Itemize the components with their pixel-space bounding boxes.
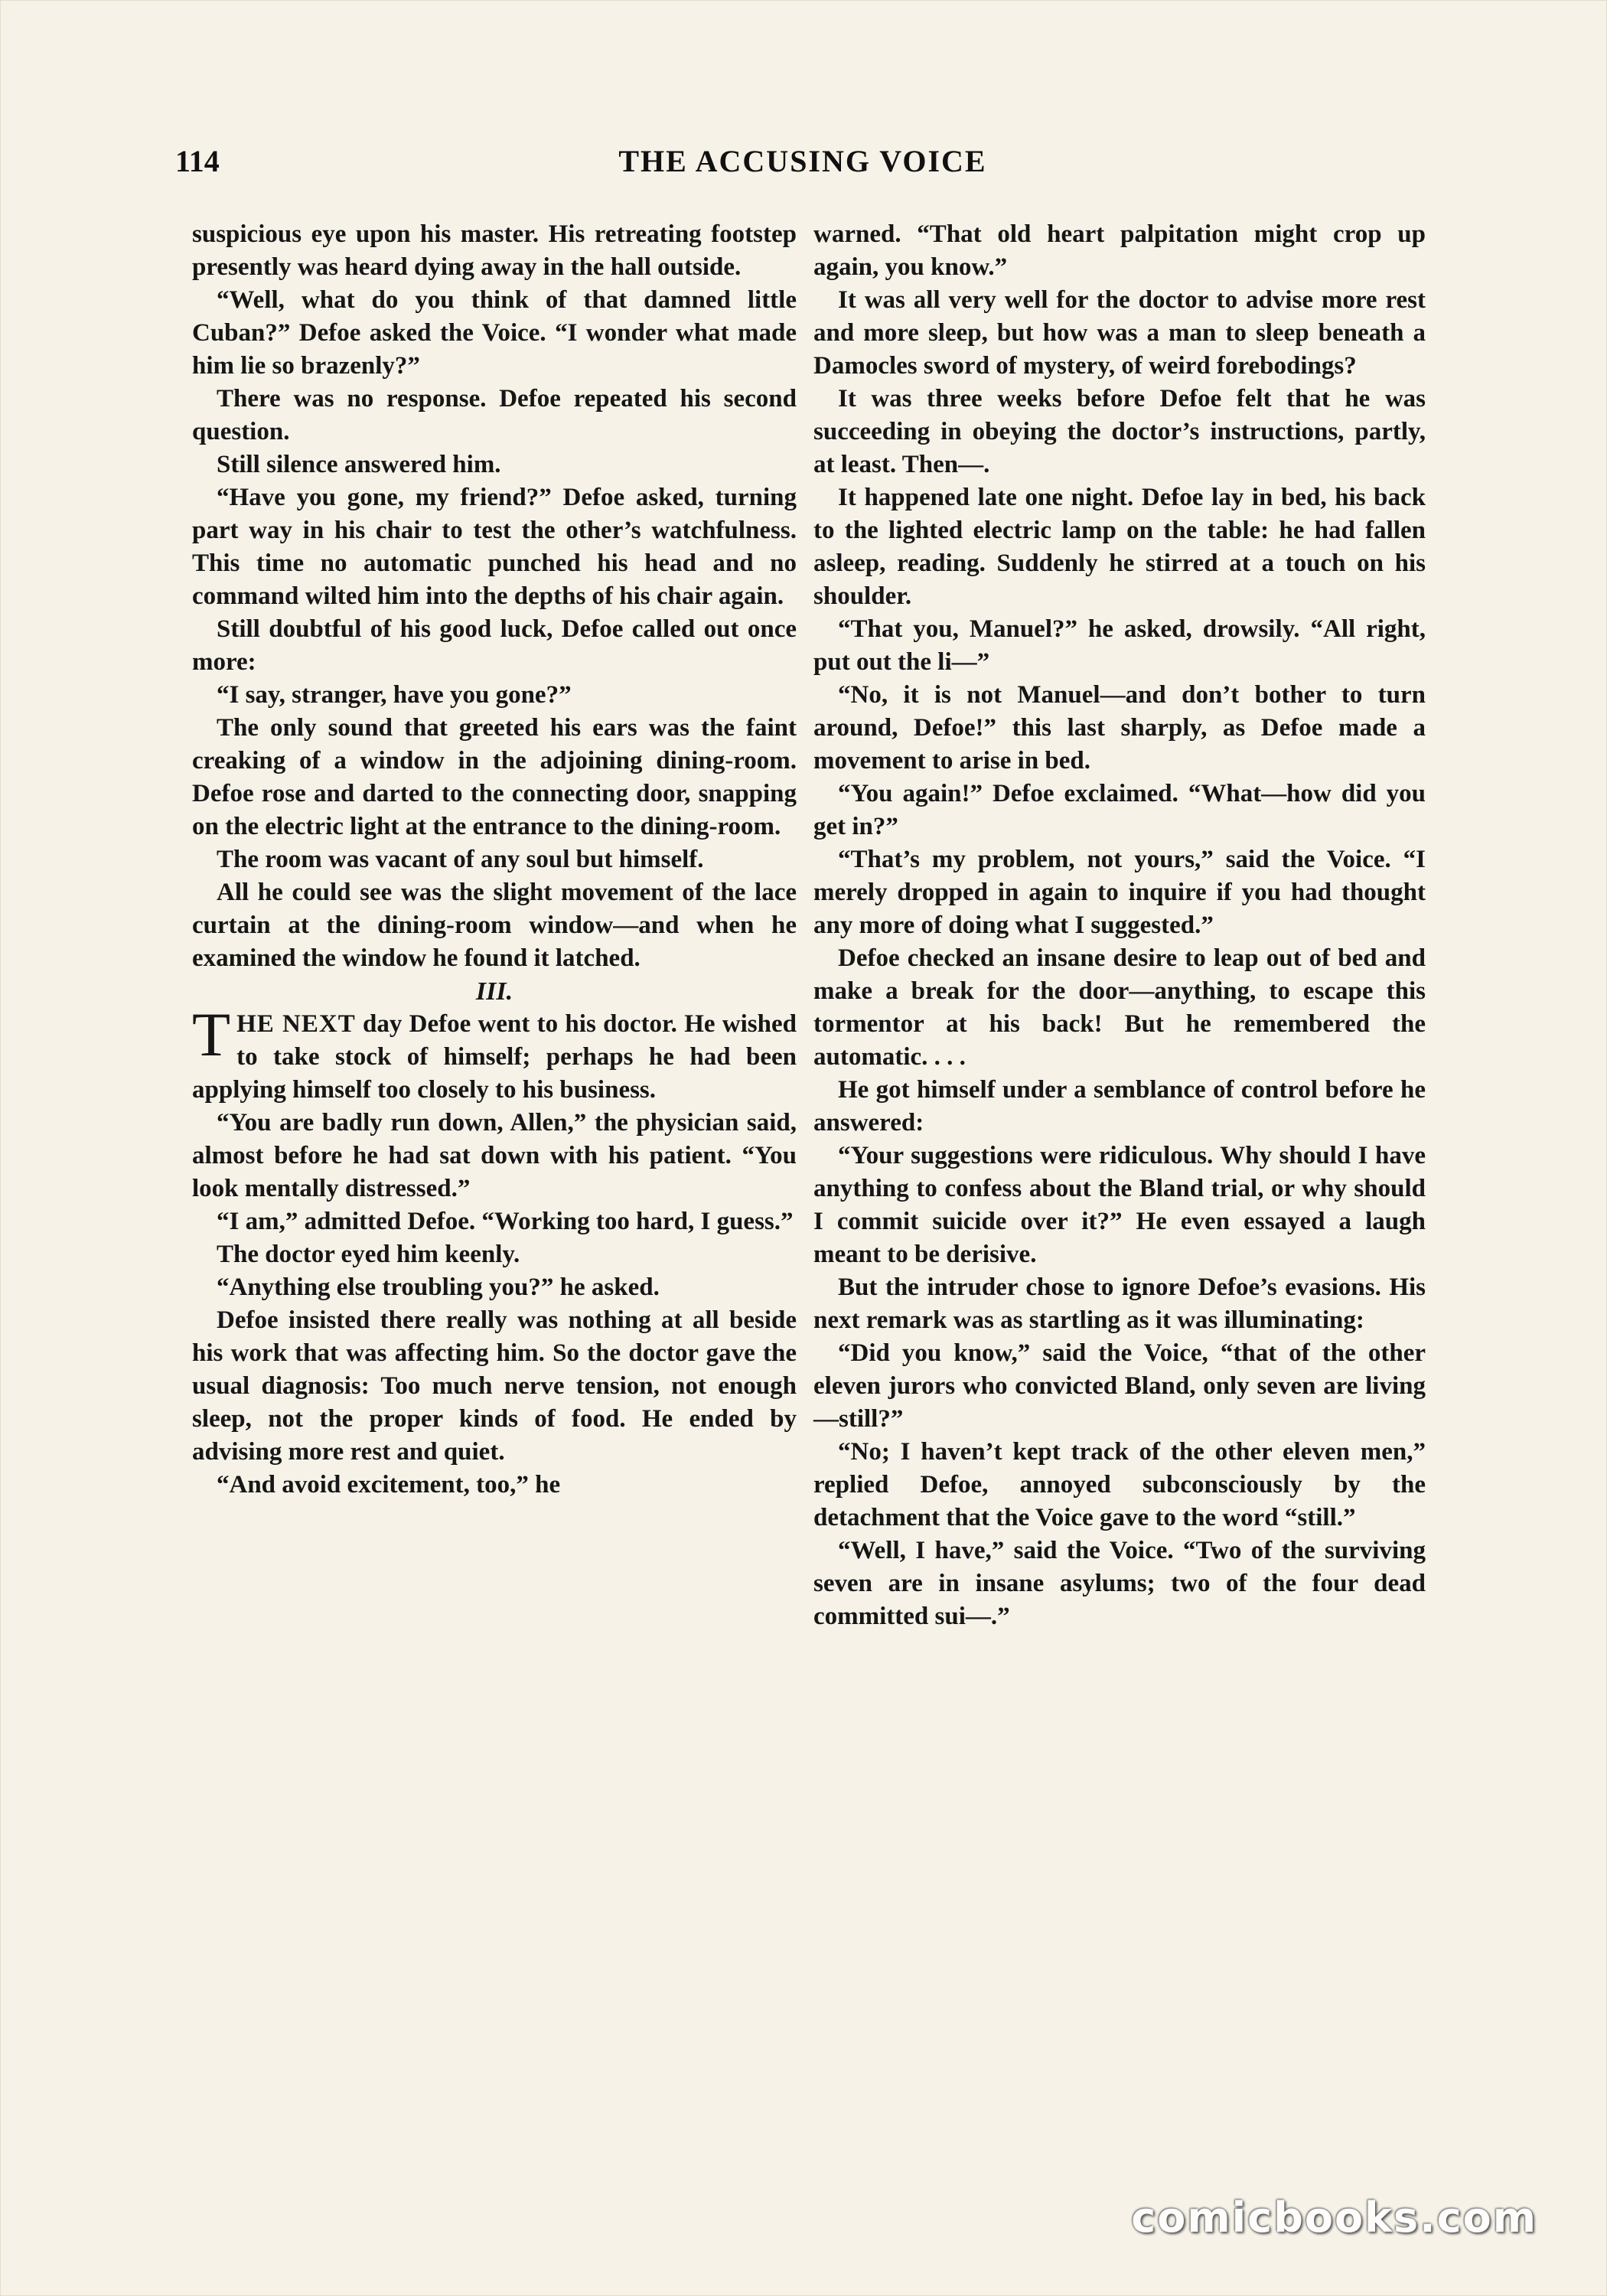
page-header	[175, 143, 1430, 184]
paragraph: “No; I haven’t kept track of the other eleven men,” replied Defoe, annoyed subconsciously by the detachment that the Voice gave to the word “still.”	[813, 1438, 1426, 1531]
paragraph: “I am,” admitted Defoe. “Working too hard, I guess.”	[217, 1208, 794, 1235]
paragraph: “Anything else troubling you?” he asked.	[217, 1274, 660, 1301]
opening-text: day Defoe went to his doctor. He wished to take stock of himself; perhaps he had been applying himself too closely to his business.	[192, 1010, 797, 1104]
drop-cap-letter: T	[192, 1000, 231, 1069]
paragraph: suspicious eye upon his master. His retreating footstep presently was heard dying away in the hall outside.	[192, 220, 797, 281]
paragraph: “Your suggestions were ridiculous. Why should I have anything to confess about the Bland trial, or why should I commit suicide over it?” He even essayed a laugh meant to be derisive.	[813, 1142, 1426, 1268]
paragraph: All he could see was the slight movement of the lace curtain at the dining-room window—and when he examined the window he found it latched.	[192, 879, 797, 972]
paragraph: But the intruder chose to ignore Defoe’s evasions. His next remark was as startling as it was illuminating:	[813, 1274, 1426, 1334]
section-heading: III.	[475, 977, 513, 1006]
paragraph: The room was vacant of any soul but himself.	[217, 846, 704, 873]
site-watermark: comicbooks.com	[1131, 2193, 1537, 2242]
paragraph: “Well, I have,” said the Voice. “Two of the surviving seven are in insane asylums; two of the four dead committed sui—.”	[813, 1537, 1426, 1630]
paragraph: warned. “That old heart palpitation might crop up again, you know.”	[813, 220, 1426, 281]
left-column	[192, 218, 797, 1502]
paragraph: “You again!” Defoe exclaimed. “What—how did you get in?”	[813, 780, 1426, 840]
paragraph: The only sound that greeted his ears was the faint creaking of a window in the adjoining dining-room. Defoe rose and darted to the connecting door, snapping on the electric light at the entrance to the dining-room.	[192, 714, 797, 840]
paragraph: “Have you gone, my friend?” Defoe asked, turning part way in his chair to test the other’s watchfulness. This time no automatic punched his head and no command wilted him into the depths of his chair again.	[192, 484, 797, 610]
paragraph: It happened late one night. Defoe lay in bed, his back to the lighted electric lamp on the table: he had fallen asleep, reading. Suddenly he stirred at a touch on his shoulder.	[813, 484, 1426, 610]
paragraph: The doctor eyed him keenly.	[217, 1241, 520, 1268]
paragraph: Still silence answered him.	[217, 451, 501, 478]
paragraph: Defoe checked an insane desire to leap out of bed and make a break for the door—anything, to escape this tormentor at his back! But he remembered the automatic. . . .	[813, 944, 1426, 1071]
dropcap-paragraph	[192, 1000, 797, 1107]
paragraph: Still doubtful of his good luck, Defoe called out once more:	[192, 615, 797, 676]
running-title: THE ACCUSING VOICE	[618, 144, 987, 178]
paragraph: He got himself under a semblance of control before he answered:	[813, 1076, 1426, 1137]
paragraph: Defoe insisted there really was nothing at all beside his work that was affecting him. So the doctor gave the usual diagnosis: Too much nerve tension, not enough sleep, not the proper kinds of food. He ended by advising more rest and quiet.	[192, 1306, 797, 1466]
paragraph: “Did you know,” said the Voice, “that of the other eleven jurors who convicted Bland, only seven are living —still?”	[813, 1339, 1426, 1433]
paragraph: “That you, Manuel?” he asked, drowsily. “All right, put out the li—”	[813, 615, 1426, 676]
paragraph: “That’s my problem, not yours,” said the Voice. “I merely dropped in again to inquire if you had thought any more of doing what I suggested.”	[813, 846, 1426, 939]
paragraph: It was three weeks before Defoe felt that he was succeeding in obeying the doctor’s instructions, partly, at least. Then—.	[813, 385, 1426, 478]
paragraph: “You are badly run down, Allen,” the physician said, almost before he had sat down with his patient. “You look mentally distressed.”	[192, 1109, 797, 1202]
paragraph: “And avoid excitement, too,” he	[217, 1471, 561, 1499]
paragraph: “I say, stranger, have you gone?”	[217, 681, 572, 709]
paragraph: “Well, what do you think of that damned little Cuban?” Defoe asked the Voice. “I wonder what made him lie so brazenly?”	[192, 286, 797, 380]
opening-smallcaps: HE NEXT	[236, 1010, 356, 1038]
right-column	[813, 218, 1426, 1633]
paragraph: There was no response. Defoe repeated his second question.	[192, 385, 797, 445]
paragraph: “No, it is not Manuel—and don’t bother to turn around, Defoe!” this last sharply, as Defoe made a movement to arise in bed.	[813, 681, 1426, 775]
page-number: 114	[175, 144, 220, 178]
paragraph: It was all very well for the doctor to advise more rest and more sleep, but how was a man to sleep beneath a Damocles sword of mystery, of weird forebodings?	[813, 286, 1426, 380]
